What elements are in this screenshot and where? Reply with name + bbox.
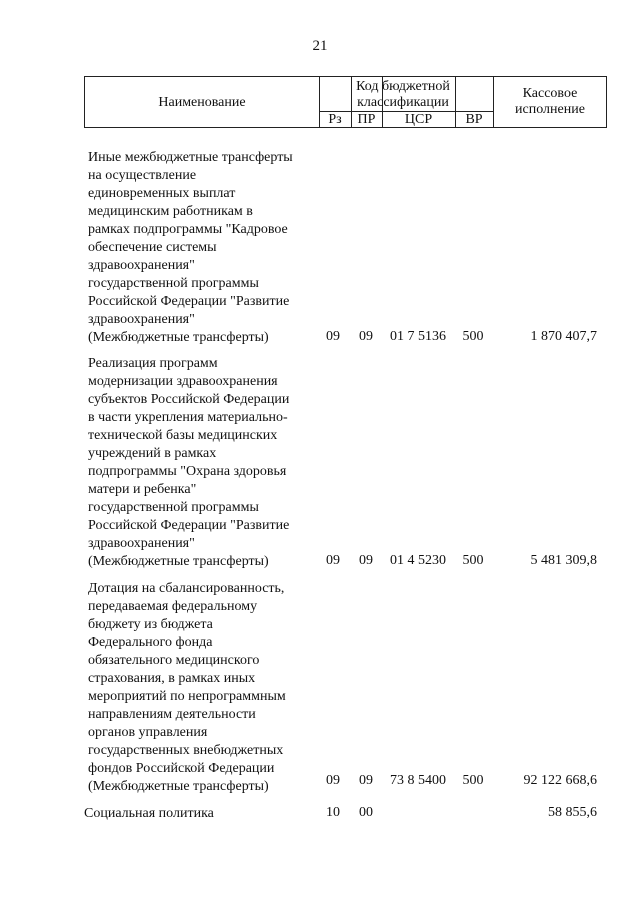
header-csr: ЦСР <box>404 112 433 127</box>
code-rz: 09 <box>326 773 340 788</box>
description-line: государственных внебюджетных <box>88 743 284 758</box>
description-line: матери и ребенка" <box>88 482 197 497</box>
code-csr: 73 8 5400 <box>390 773 446 788</box>
code-rz: 09 <box>326 329 340 344</box>
header-name: Наименование <box>158 95 246 110</box>
description-line: в части укрепления материально- <box>88 410 288 425</box>
description-line: медицинским работникам в <box>88 204 253 219</box>
header-rz: Рз <box>328 112 342 127</box>
row-description <box>88 149 318 347</box>
row-description <box>84 805 314 823</box>
description-line: обеспечение системы <box>88 240 217 255</box>
code-pr: 09 <box>359 553 373 568</box>
table-header <box>84 76 607 128</box>
description-line: Федерального фонда <box>88 635 213 650</box>
description-line: здравоохранения" <box>88 312 195 327</box>
row-description <box>88 580 318 796</box>
description-line: подпрограммы "Охрана здоровья <box>88 464 287 479</box>
description-line: государственной программы <box>88 276 259 291</box>
description-line: на осуществление <box>88 168 197 183</box>
description-line: передаваемая федеральному <box>88 599 258 614</box>
amount: 5 481 309,8 <box>530 553 597 568</box>
description-line: Социальная политика <box>84 806 214 821</box>
description-line: мероприятий по непрограммным <box>88 689 286 704</box>
description-line: учреждений в рамках <box>88 446 217 461</box>
code-rz: 10 <box>326 805 340 820</box>
code-vr: 500 <box>462 773 484 788</box>
description-line: страхования, в рамках иных <box>88 671 256 686</box>
row-description <box>88 355 318 571</box>
code-vr: 500 <box>462 329 484 344</box>
header-divider <box>493 77 494 127</box>
header-code-group: Код бюджетной классификации <box>356 79 450 110</box>
description-line: рамках подпрограммы "Кадровое <box>88 222 288 237</box>
description-line: бюджету из бюджета <box>88 617 213 632</box>
code-csr: 01 4 5230 <box>390 553 446 568</box>
description-line: Российской Федерации "Развитие <box>88 518 290 533</box>
description-line: Российской Федерации "Развитие <box>88 294 290 309</box>
description-line: фондов Российской Федерации <box>88 761 275 776</box>
amount: 1 870 407,7 <box>530 329 597 344</box>
description-line: субъектов Российской Федерации <box>88 392 290 407</box>
description-line: единовременных выплат <box>88 186 236 201</box>
description-line: (Межбюджетные трансферты) <box>88 554 269 569</box>
code-rz: 09 <box>326 553 340 568</box>
code-pr: 09 <box>359 773 373 788</box>
description-line: модернизации здравоохранения <box>88 374 278 389</box>
description-line: (Межбюджетные трансферты) <box>88 779 269 794</box>
description-line: Реализация программ <box>88 356 218 371</box>
description-line: направлениям деятельности <box>88 707 256 722</box>
description-line: Иные межбюджетные трансферты <box>88 150 293 165</box>
header-pr: ПР <box>357 112 376 127</box>
description-line: государственной программы <box>88 500 259 515</box>
code-pr: 09 <box>359 329 373 344</box>
description-line: здравоохранения" <box>88 258 195 273</box>
description-line: технической базы медицинских <box>88 428 278 443</box>
amount: 92 122 668,6 <box>523 773 597 788</box>
page-number: 21 <box>312 38 328 54</box>
description-line: Дотация на сбалансированность, <box>88 581 285 596</box>
header-execution: Кассовое исполнение <box>515 86 585 117</box>
header-vr: ВР <box>465 112 483 127</box>
amount: 58 855,6 <box>548 805 597 820</box>
code-vr: 500 <box>462 553 484 568</box>
description-line: обязательного медицинского <box>88 653 260 668</box>
code-csr: 01 7 5136 <box>390 329 446 344</box>
code-pr: 00 <box>359 805 373 820</box>
description-line: (Межбюджетные трансферты) <box>88 330 269 345</box>
description-line: здравоохранения" <box>88 536 195 551</box>
description-line: органов управления <box>88 725 208 740</box>
